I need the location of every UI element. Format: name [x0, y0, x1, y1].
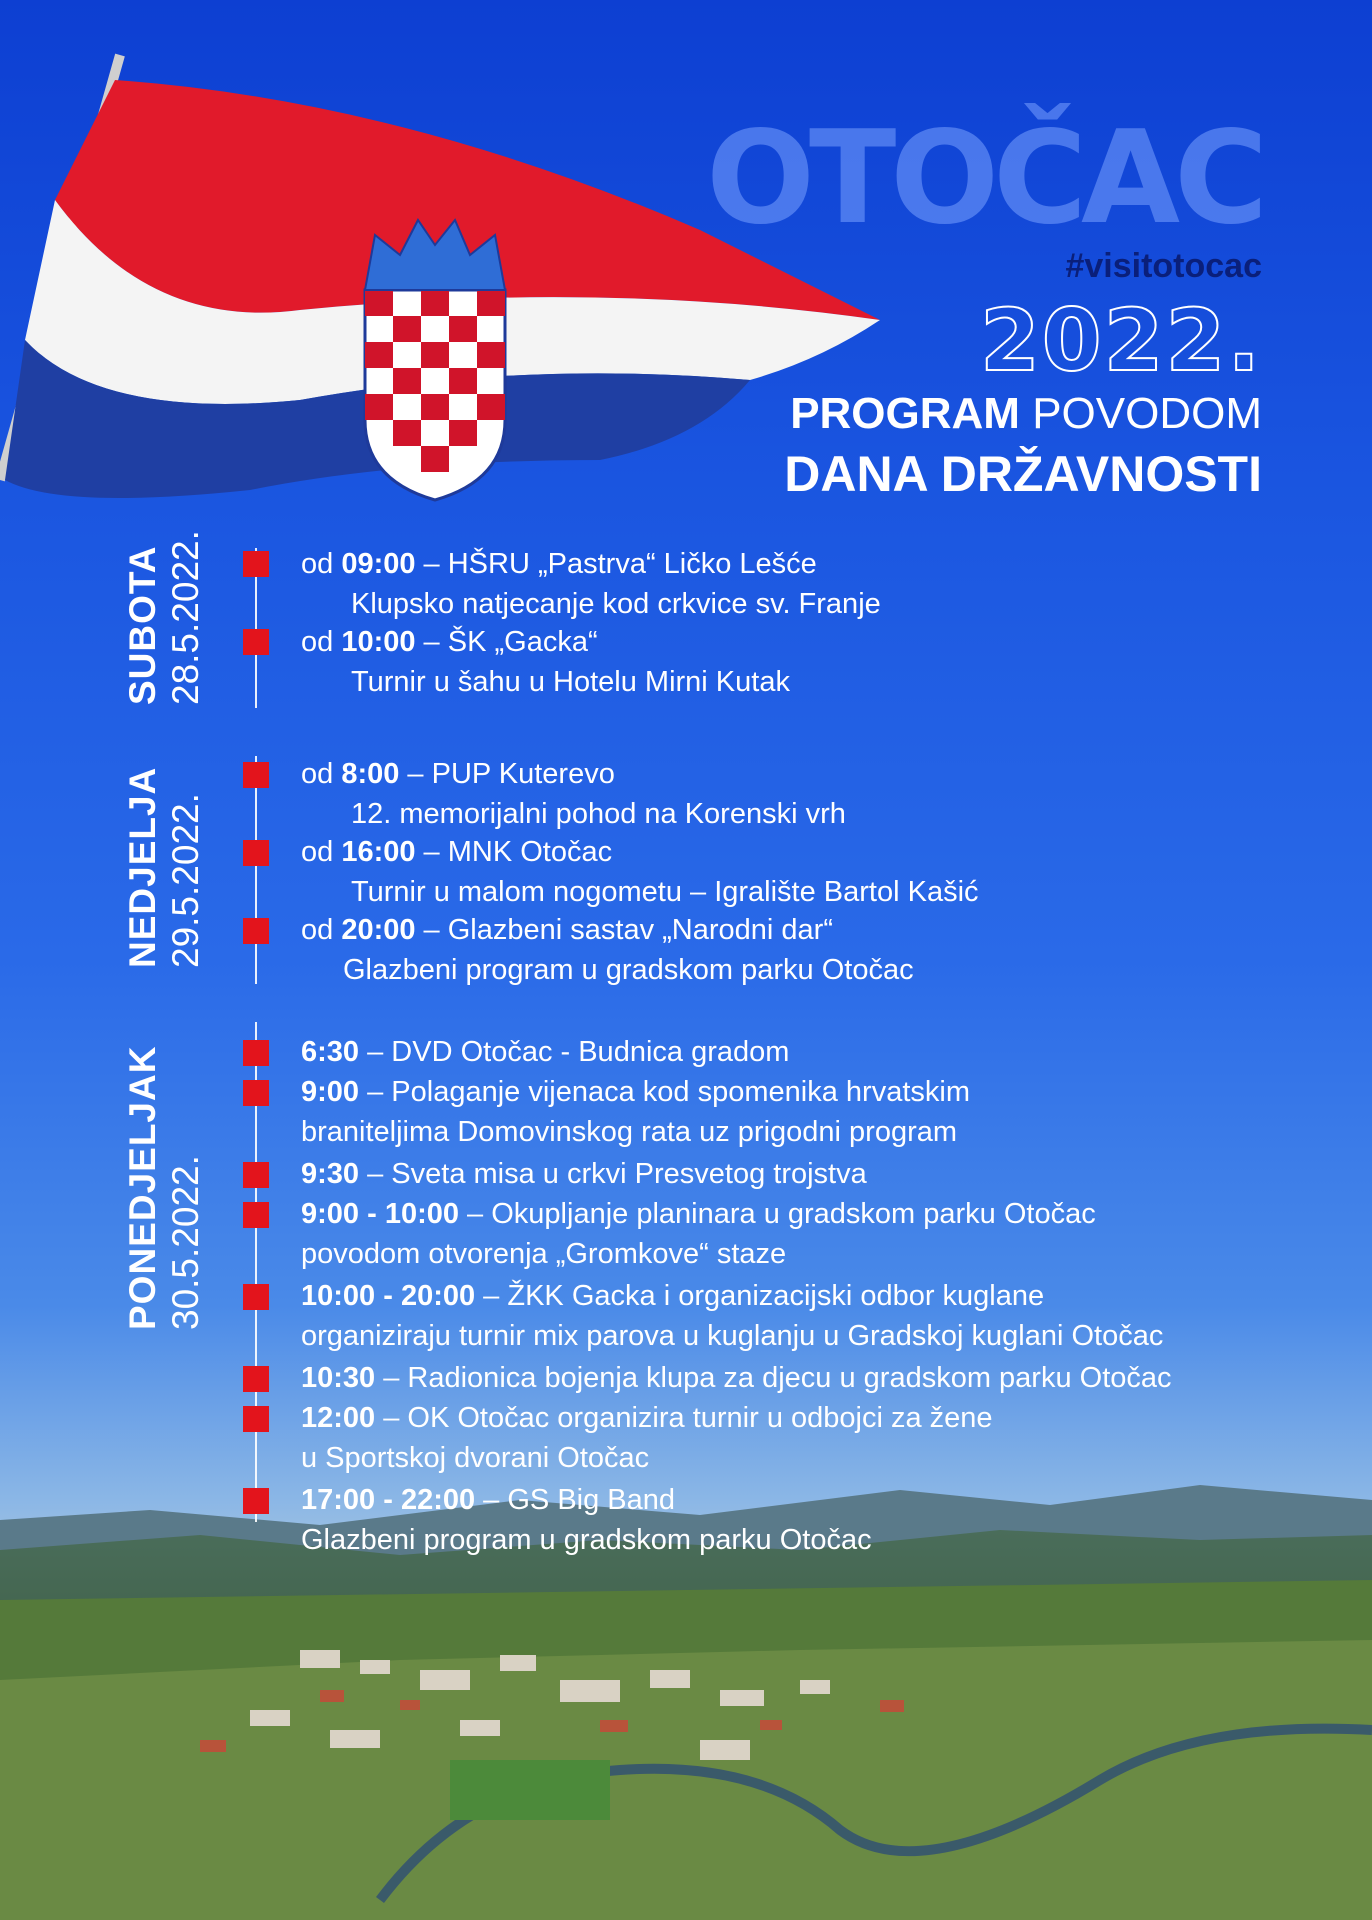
- event-detail: braniteljima Domovinskog rata uz prigodni program: [301, 1116, 958, 1148]
- event-title: – OK Otočac organizira turnir u odbojci za žene: [375, 1402, 993, 1434]
- event-item: [301, 1032, 789, 1072]
- event-title: – HŠRU „Pastrva“ Ličko Lešće: [415, 548, 817, 580]
- event-bullet: [243, 1162, 269, 1188]
- event-time: 10:30: [301, 1362, 376, 1394]
- event-bullet: [243, 1488, 269, 1514]
- title-line-2: DANA DRŽAVNOSTI: [784, 446, 1262, 502]
- event-title: – ŽKK Gacka i organizacijski odbor kuglane: [475, 1280, 1045, 1312]
- event-item: [301, 1358, 1172, 1398]
- event-bullet: [243, 762, 269, 788]
- event-bullet: [243, 1202, 269, 1228]
- event-time: 10:00 - 20:00: [301, 1280, 476, 1312]
- day-name: PONEDJELJAK: [122, 1045, 163, 1330]
- event-time: 9:30: [301, 1158, 360, 1190]
- event-time: 12:00: [301, 1402, 376, 1434]
- day-date: 30.5.2022.: [165, 1155, 206, 1330]
- day-label-nedjelja: [124, 767, 204, 968]
- event-item: [301, 1072, 970, 1152]
- event-detail: Turnir u šahu u Hotelu Mirni Kutak: [351, 666, 790, 698]
- day-label-ponedjeljak: [124, 1046, 204, 1330]
- day-name: NEDJELJA: [122, 766, 163, 968]
- event-detail: Turnir u malom nogometu – Igralište Bartol Kašić: [351, 876, 979, 908]
- event-time: 17:00 - 22:00: [301, 1484, 476, 1516]
- event-detail: u Sportskoj dvorani Otočac: [301, 1442, 650, 1474]
- event-title: – PUP Kuterevo: [399, 758, 615, 790]
- event-time: 10:00: [341, 626, 416, 658]
- year-heading: 2022.: [979, 291, 1262, 391]
- event-item: [301, 754, 846, 834]
- event-title: od: [301, 914, 342, 946]
- event-time: 8:00: [341, 758, 400, 790]
- event-detail: 12. memorijalni pohod na Korenski vrh: [351, 798, 846, 830]
- event-title: – DVD Otočac - Budnica gradom: [359, 1036, 790, 1068]
- event-item: [301, 910, 914, 990]
- event-item: [301, 832, 979, 912]
- event-detail: povodom otvorenja „Gromkove“ staze: [301, 1238, 787, 1270]
- hashtag: #visitotocac: [1065, 247, 1262, 285]
- otocac-logo: OTOČAC: [706, 104, 1262, 253]
- event-title: – ŠK „Gacka“: [415, 626, 598, 658]
- event-detail: Glazbeni program u gradskom parku Otočac: [301, 1524, 872, 1556]
- event-item: [301, 1480, 872, 1560]
- event-bullet: [243, 1406, 269, 1432]
- event-time: 9:00: [301, 1076, 360, 1108]
- title-bold: PROGRAM: [790, 389, 1020, 438]
- event-bullet: [243, 1040, 269, 1066]
- event-title: od: [301, 836, 342, 868]
- event-title: – Polaganje vijenaca kod spomenika hrvatskim: [359, 1076, 970, 1108]
- day-name: SUBOTA: [122, 545, 163, 705]
- event-item: [301, 544, 881, 624]
- brand-block: [706, 104, 1262, 286]
- day-date: 28.5.2022.: [165, 530, 206, 705]
- event-title: – Sveta misa u crkvi Presvetog trojstva: [359, 1158, 867, 1190]
- event-title: – Okupljanje planinara u gradskom parku Otočac: [459, 1198, 1096, 1230]
- timeline-line: [255, 756, 257, 984]
- day-date: 29.5.2022.: [165, 793, 206, 968]
- event-time: 6:30: [301, 1036, 360, 1068]
- event-bullet: [243, 1284, 269, 1310]
- event-time: 16:00: [341, 836, 416, 868]
- event-title: od: [301, 626, 342, 658]
- event-bullet: [243, 1366, 269, 1392]
- event-detail: Klupsko natjecanje kod crkvice sv. Franje: [351, 588, 881, 620]
- event-item: [301, 1276, 1163, 1356]
- event-bullet: [243, 629, 269, 655]
- event-time: 09:00: [341, 548, 416, 580]
- event-title: – Glazbeni sastav „Narodni dar“: [415, 914, 833, 946]
- event-title: – Radionica bojenja klupa za djecu u gradskom parku Otočac: [375, 1362, 1172, 1394]
- event-bullet: [243, 1080, 269, 1106]
- event-item: [301, 1398, 993, 1478]
- event-item: [301, 622, 790, 702]
- event-bullet: [243, 551, 269, 577]
- event-detail: Glazbeni program u gradskom parku Otočac: [343, 954, 914, 986]
- title-regular: POVODOM: [1032, 389, 1262, 438]
- day-label-subota: [124, 530, 204, 705]
- event-bullet: [243, 840, 269, 866]
- event-time: 20:00: [341, 914, 416, 946]
- event-title: od: [301, 758, 342, 790]
- event-item: [301, 1194, 1096, 1274]
- event-title: – MNK Otočac: [415, 836, 613, 868]
- event-time: 9:00 - 10:00: [301, 1198, 459, 1230]
- event-title: od: [301, 548, 342, 580]
- event-title: – GS Big Band: [475, 1484, 676, 1516]
- event-detail: organiziraju turnir mix parova u kuglanju u Gradskoj kuglani Otočac: [301, 1320, 1164, 1352]
- event-item: [301, 1154, 867, 1194]
- event-bullet: [243, 918, 269, 944]
- title-line-1: [790, 388, 1262, 441]
